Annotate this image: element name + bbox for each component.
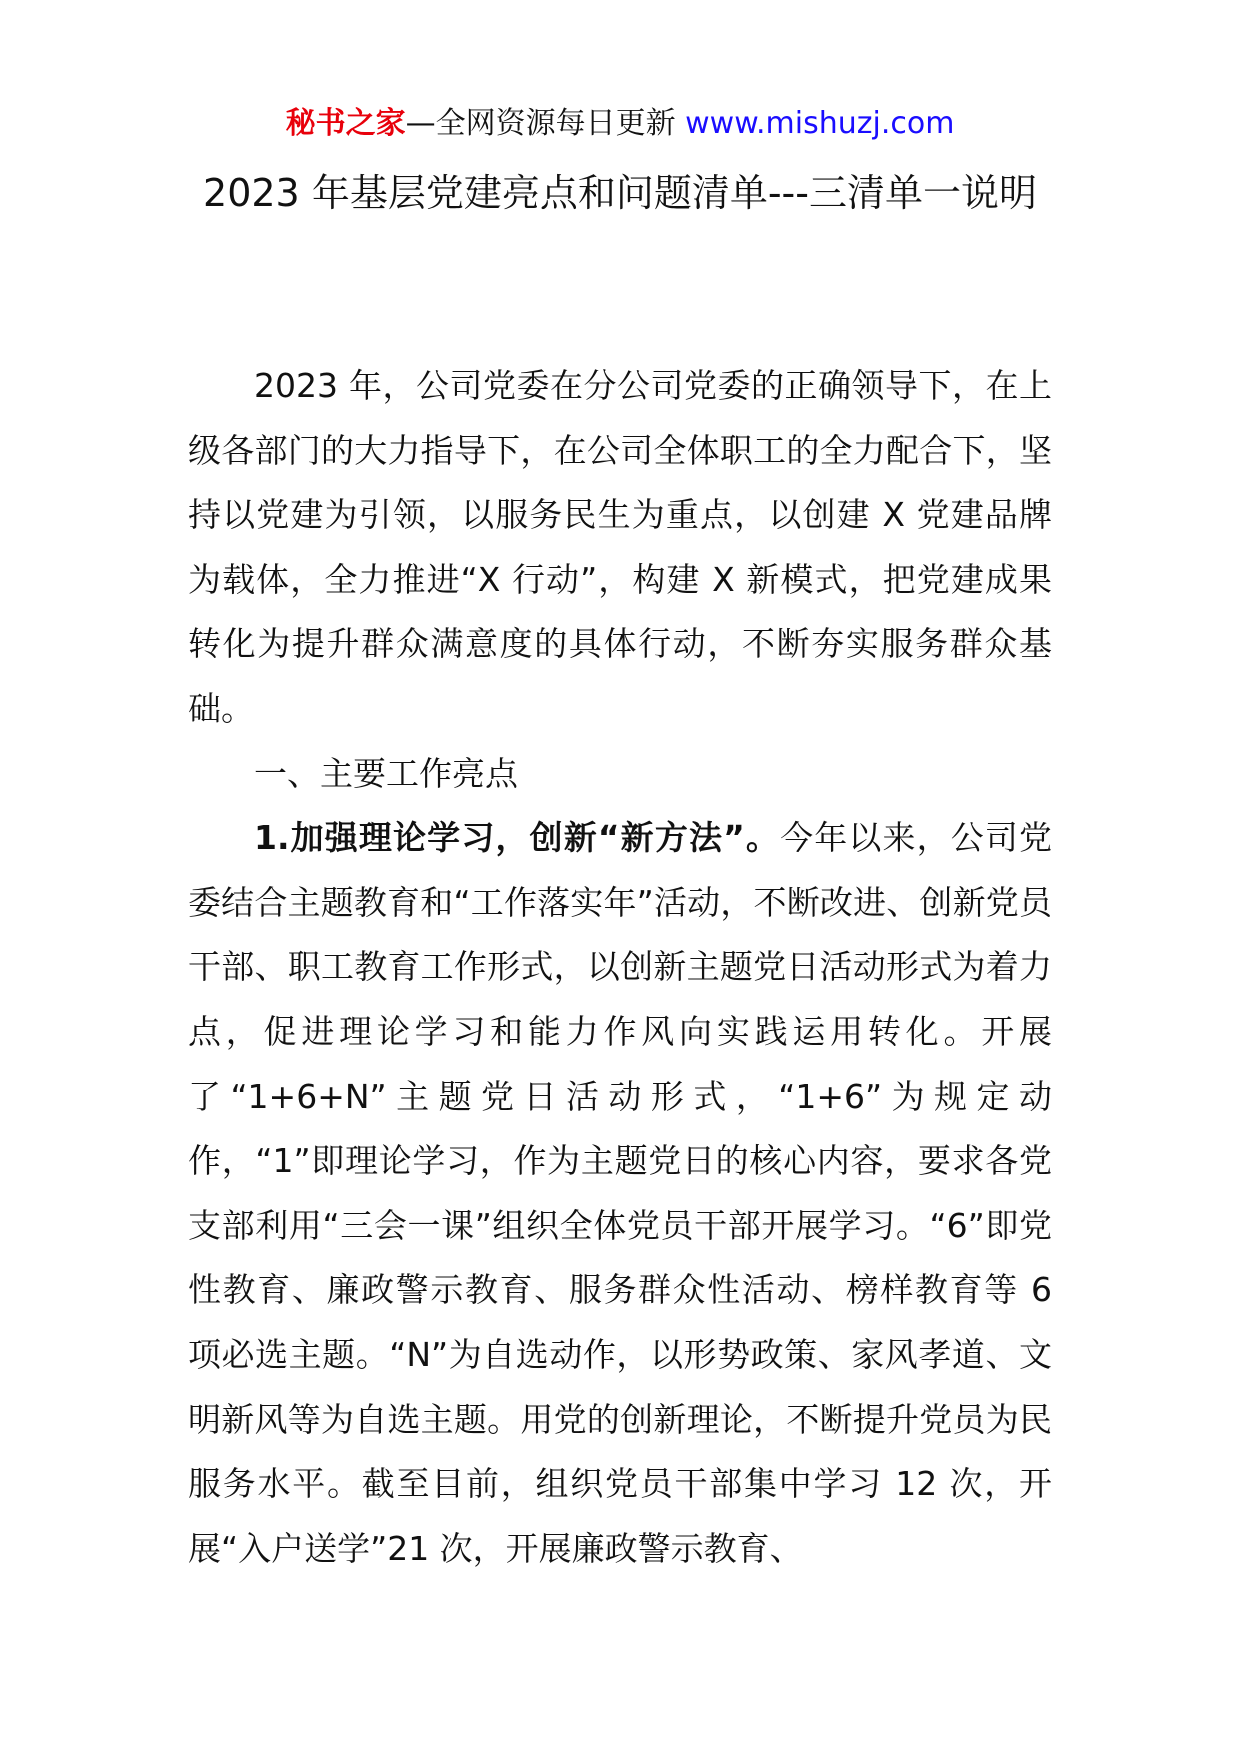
header-slogan: —全网资源每日更新 — [405, 106, 676, 141]
watermark-header — [0, 100, 1240, 148]
document-body — [188, 354, 1052, 1581]
intro-paragraph: 2023 年，公司党委在分公司党委的正确领导下，在上级各部门的大力指导下，在公司全体职工的全力配合下，坚持以党建为引领，以服务民生为重点，以创建 X 党建品牌为载体，全力推进“X 行动”，构建 X 新模式，把党建成果转化为提升群众满意度的具体行动，不断夯实服务群众基础。 — [188, 366, 1052, 728]
item-text: 今年以来，公司党委结合主题教育和“工作落实年”活动，不断改进、创新党员干部、职工教育工作形式，以创新主题党日活动形式为着力点，促进理论学习和能力作风向实践运用转化。开展了“1+6+N”主题党日活动形式，“1+6”为规定动作，“1”即理论学习，作为主题党日的核心内容，要求各党支部利用“三会一课”组织全体党员干部开展学习。“6”即党性教育、廉政警示教育、服务群众性活动、榜样教育等 6 项必选主题。“N”为自选动作，以形势政策、家风孝道、文明新风等为自选主题。用党的创新理论，不断提升党员为民服务水平。截至目前，组织党员干部集中学习 12 次，开展“入户送学”21 次，开展廉政警示教育、 — [188, 818, 1053, 1568]
section-heading: 一、主要工作亮点 — [254, 753, 518, 793]
item-heading: 1.加强理论学习，创新“新方法”。 — [254, 818, 781, 858]
item-paragraph — [188, 806, 1052, 1581]
document-title: 2023 年基层党建亮点和问题清单---三清单一说明 — [203, 171, 1037, 215]
brand-name: 秘书之家 — [285, 106, 406, 141]
site-link[interactable]: www.mishuzj.com — [685, 106, 955, 141]
